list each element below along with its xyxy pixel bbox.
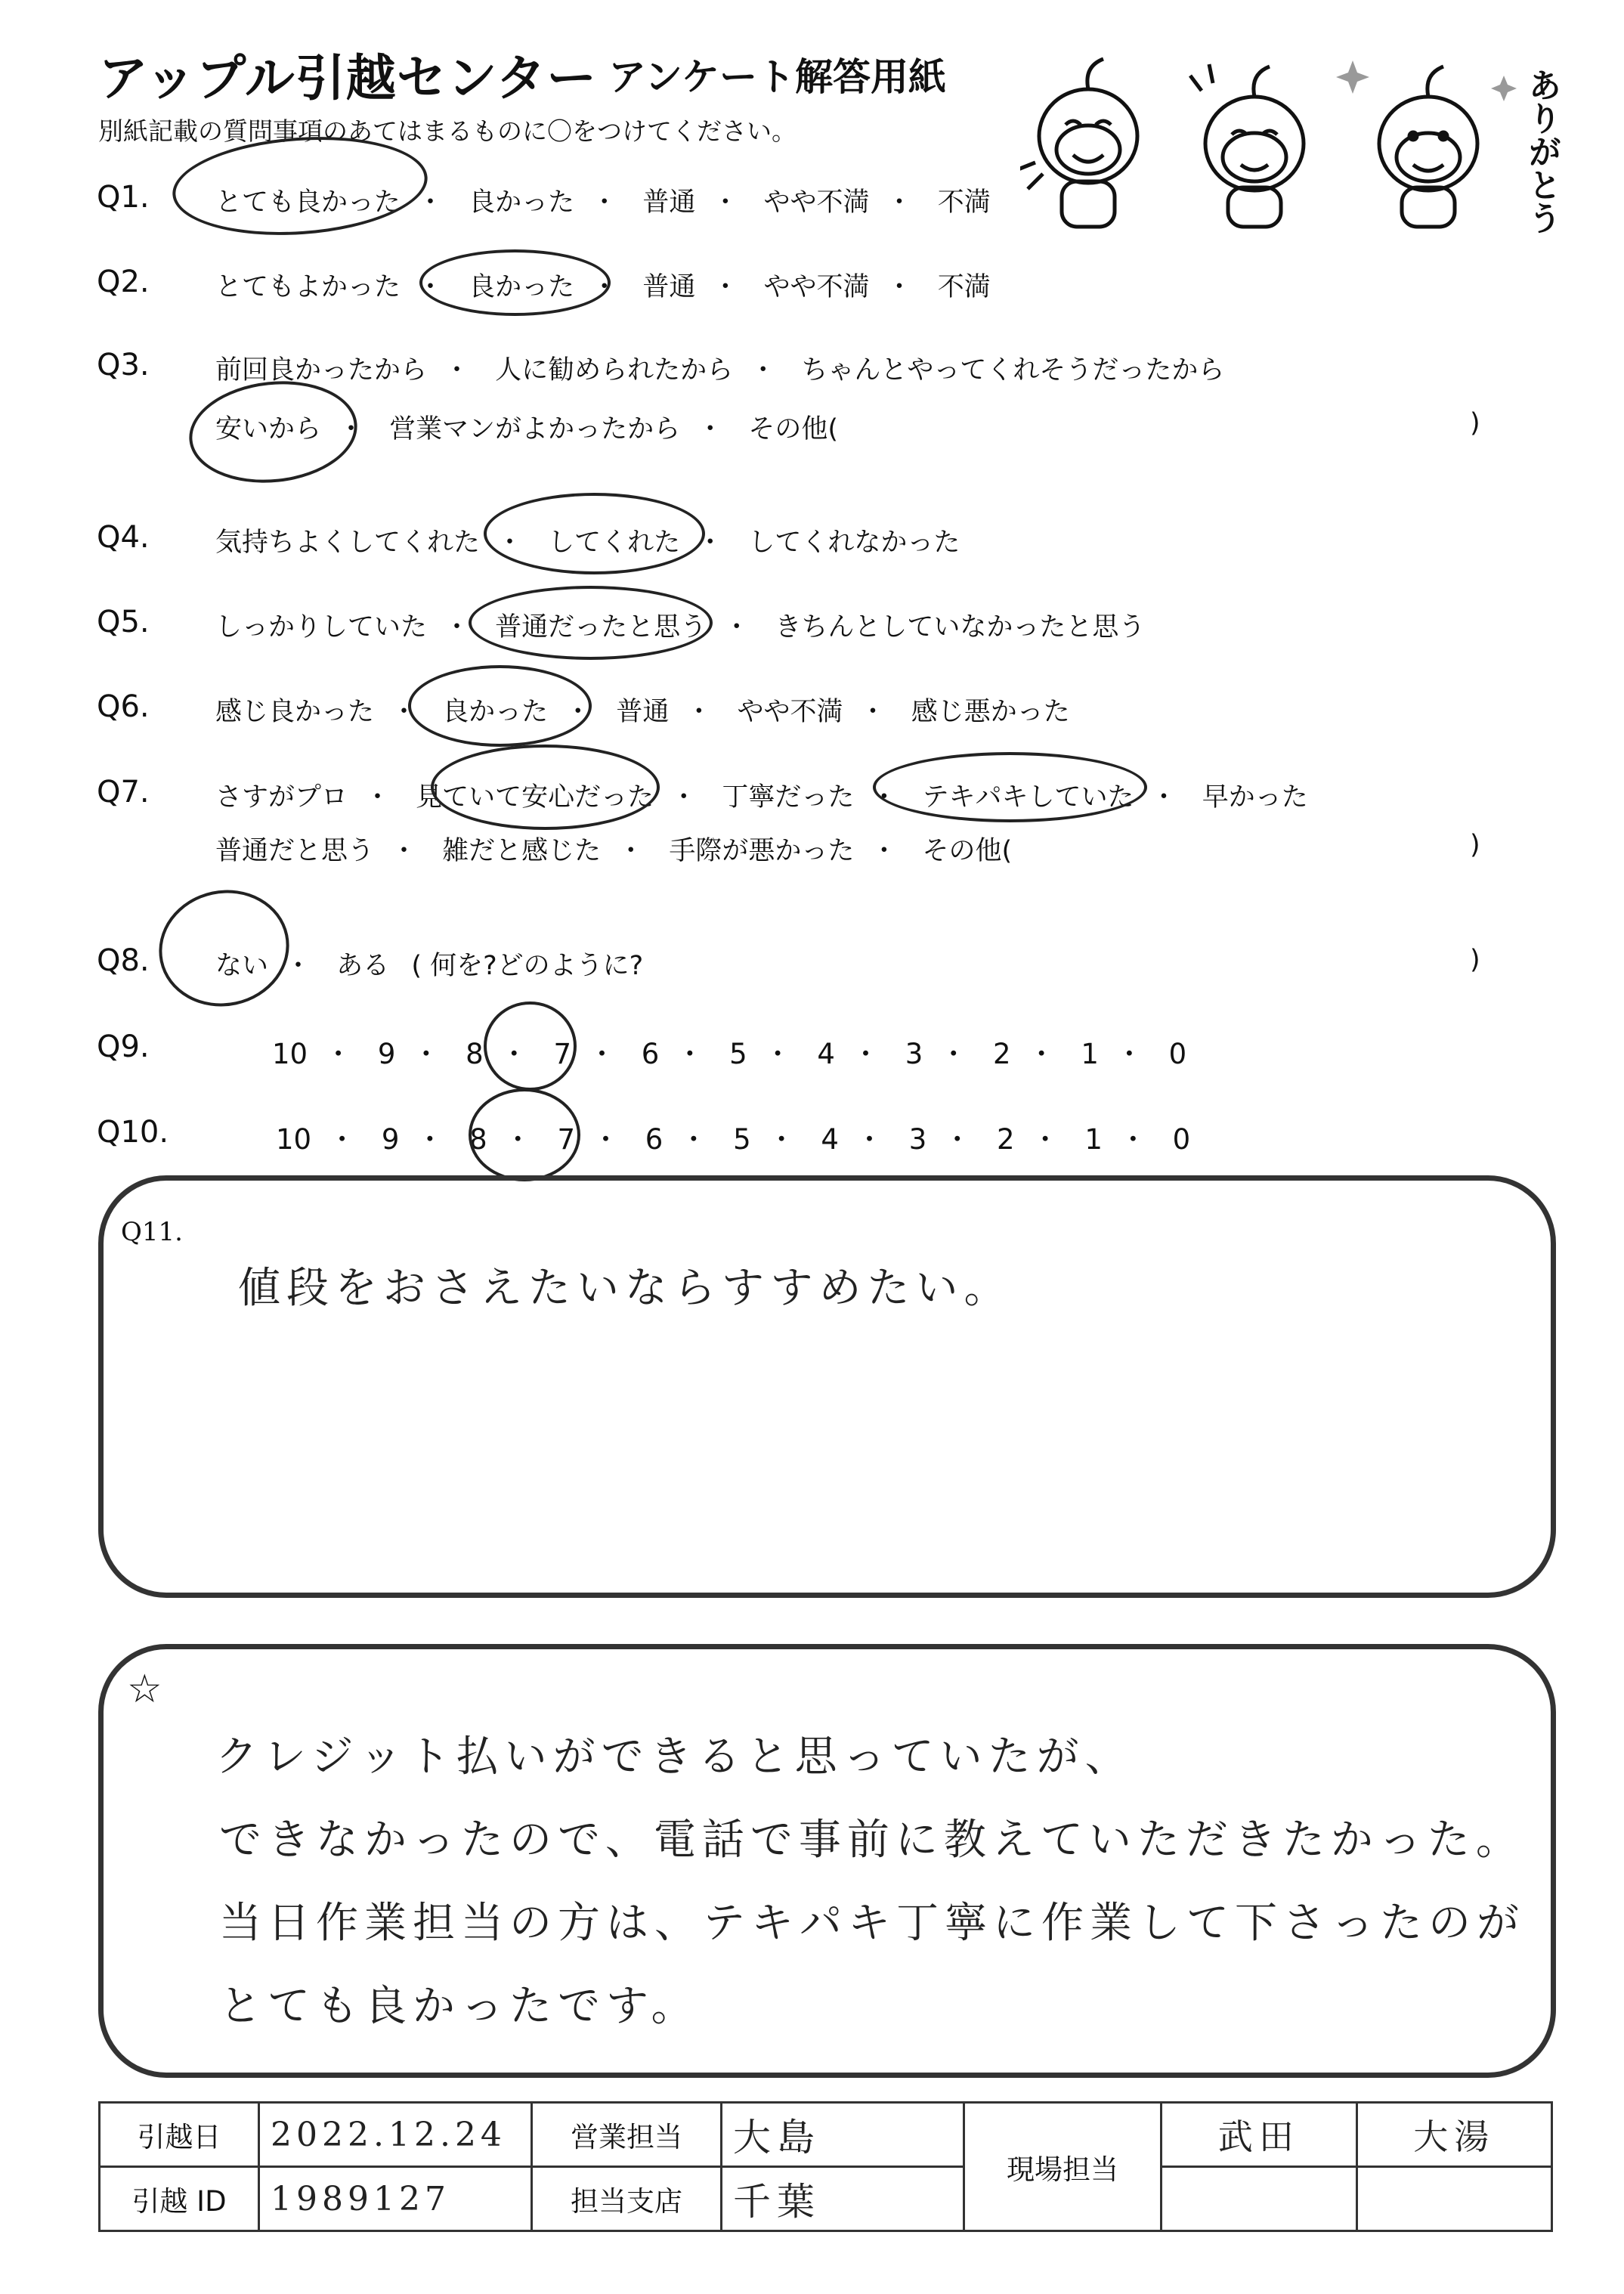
branch-label: 担当支店	[532, 2167, 722, 2231]
q3-option-2[interactable]: 人に勧められたから	[495, 355, 734, 385]
branch-value-text: 千葉	[733, 2180, 821, 2224]
q9-score-1[interactable]: 1	[1081, 1038, 1099, 1070]
q8-options: ない ・ ある ( 何を?どのように?	[215, 945, 643, 983]
comment-line-3: 当日作業担当の方は、テキパキ丁寧に作業して下さったのが	[219, 1899, 1525, 1948]
q10-score-5[interactable]: 5	[733, 1123, 751, 1156]
site-staff-empty-2	[1356, 2167, 1552, 2231]
q9-score-6[interactable]: 6	[641, 1038, 660, 1070]
sales-staff-label: 営業担当	[532, 2103, 722, 2167]
q2-selection-circle	[419, 249, 611, 316]
branch-value[interactable]	[722, 2167, 964, 2231]
q10-label: Q10.	[97, 1115, 169, 1150]
q9-score-4[interactable]: 4	[817, 1038, 835, 1070]
q3-option-6[interactable]: その他(	[748, 414, 838, 444]
q7-selection-circle-2	[873, 752, 1147, 822]
q11-label: Q11.	[121, 1217, 183, 1247]
q2-option-5[interactable]: 不満	[937, 272, 991, 302]
sales-staff-value[interactable]: 大島	[722, 2103, 964, 2167]
q6-option-5[interactable]: 感じ悪かった	[911, 697, 1070, 727]
q1-option-2[interactable]: 良かった	[469, 187, 575, 218]
q6-selection-circle	[408, 665, 592, 747]
form-title: アップル引越センター	[98, 49, 598, 107]
comment-line-2: できなかったので、電話で事前に教えていただきたかった。	[219, 1816, 1524, 1865]
q3-options-line2: 安いから ・ 営業マンがよかったから ・ その他(	[215, 408, 838, 446]
q6-options: 感じ良かった ・ 良かった ・ 普通 ・ やや不満 ・ 感じ悪かった	[215, 691, 1070, 729]
q2-option-3[interactable]: 普通	[642, 272, 696, 302]
instruction-text: 別紙記載の質問事項のあてはまるものに〇をつけてください。	[98, 116, 797, 146]
q9-score-0[interactable]: 0	[1168, 1038, 1187, 1070]
star-icon: ☆	[127, 1667, 162, 1712]
q3-option-1[interactable]: 前回良かったから	[215, 355, 428, 385]
q10-score-10[interactable]: 10	[276, 1123, 312, 1156]
q8-option-2[interactable]: ある	[336, 951, 390, 981]
q1-options: とても良かった ・ 良かった ・ 普通 ・ やや不満 ・ 不満	[215, 181, 991, 219]
q2-option-2[interactable]: 良かった	[469, 272, 575, 302]
q7-option-6[interactable]: 普通だと思う	[215, 836, 375, 866]
q9-score-3[interactable]: 3	[905, 1038, 923, 1070]
q7-label: Q7.	[97, 775, 150, 810]
comment-line-1: クレジット払いができると思っていたが、	[215, 1732, 1134, 1782]
q2-option-1[interactable]: とてもよかった	[215, 272, 401, 302]
q3-option-3[interactable]: ちゃんとやってくれそうだったから	[801, 355, 1225, 385]
q10-score-0[interactable]: 0	[1172, 1123, 1191, 1156]
q3-option-4[interactable]: 安いから	[215, 414, 322, 444]
move-date-label: 引越日	[100, 2103, 259, 2167]
q9-selection-circle	[484, 1001, 577, 1091]
q3-selection-circle	[184, 373, 363, 491]
q11-comment-box[interactable]	[98, 1175, 1556, 1598]
site-staff-label: 現場担当	[964, 2103, 1162, 2231]
site-staff-1[interactable]: 武田	[1162, 2103, 1357, 2167]
q6-option-2[interactable]: 良かった	[442, 697, 549, 727]
q7-option-4[interactable]: テキパキしていた	[922, 782, 1134, 813]
q10-scale: 10 ・ 9 ・ 8 ・ 7 ・ 6 ・ 5 ・ 4 ・ 3 ・ 2 ・ 1 ・ 0	[276, 1123, 1191, 1156]
q2-option-4[interactable]: やや不満	[763, 272, 870, 302]
q5-option-3[interactable]: きちんとしていなかったと思う	[775, 612, 1146, 642]
q4-options: 気持ちよくしてくれた ・ してくれた ・ してくれなかった	[215, 522, 960, 559]
q2-label: Q2.	[97, 265, 150, 299]
q1-option-1[interactable]: とても良かった	[215, 187, 401, 218]
q1-option-4[interactable]: やや不満	[763, 187, 870, 218]
q10-score-4[interactable]: 4	[821, 1123, 839, 1156]
move-id-label: 引越 ID	[100, 2167, 259, 2231]
q8-selection-circle	[148, 878, 300, 1019]
q10-score-9[interactable]: 9	[381, 1123, 400, 1156]
comment-line-4: とても良かったです。	[219, 1982, 700, 2031]
q7-option-3[interactable]: 丁寧だった	[722, 782, 855, 813]
q5-label: Q5.	[97, 605, 150, 639]
q4-selection-circle	[484, 493, 705, 574]
q6-label: Q6.	[97, 689, 150, 724]
q7-option-7[interactable]: 雑だと感じた	[442, 836, 602, 866]
q8-option-1[interactable]: ない	[215, 951, 269, 981]
q11-answer-text: 値段をおさえたいならすすめたい。	[238, 1264, 1013, 1313]
thanks-text: ありがとう	[1522, 68, 1561, 234]
q9-scale: 10 ・ 9 ・ 8 ・ 7 ・ 6 ・ 5 ・ 4 ・ 3 ・ 2 ・ 1 ・ 0	[272, 1038, 1187, 1070]
q8-label: Q8.	[97, 943, 150, 978]
q3-label: Q3.	[97, 348, 150, 382]
q8-detail-prompt: ( 何を?どのように?	[411, 951, 644, 981]
q3-close-paren: )	[1470, 408, 1480, 438]
q9-score-9[interactable]: 9	[377, 1038, 396, 1070]
move-date-value[interactable]: 2022.12.24	[259, 2103, 532, 2167]
q7-option-8[interactable]: 手際が悪かった	[669, 836, 855, 866]
q6-option-1[interactable]: 感じ良かった	[215, 697, 375, 727]
q1-label: Q1.	[97, 180, 150, 215]
q4-option-3[interactable]: してくれなかった	[748, 528, 960, 558]
q4-label: Q4.	[97, 520, 150, 555]
q7-options-line1: さすがプロ ・ 見ていて安心だった ・ 丁寧だった ・ テキパキしていた ・ 早かった	[215, 776, 1308, 814]
q9-score-2[interactable]: 2	[993, 1038, 1011, 1070]
q6-option-4[interactable]: やや不満	[737, 697, 843, 727]
q10-score-7[interactable]: 7	[557, 1123, 576, 1156]
site-staff-empty-1	[1162, 2167, 1357, 2231]
q7-option-5[interactable]: 早かった	[1202, 782, 1308, 813]
q5-selection-circle	[469, 586, 713, 660]
q3-options-line1: 前回良かったから ・ 人に勧められたから ・ ちゃんとやってくれそうだったから	[215, 349, 1224, 387]
q10-score-6[interactable]: 6	[645, 1123, 664, 1156]
q10-score-8[interactable]: 8	[469, 1123, 487, 1156]
q5-option-1[interactable]: しっかりしていた	[215, 612, 428, 642]
q7-option-1[interactable]: さすがプロ	[215, 782, 348, 813]
q10-score-1[interactable]: 1	[1084, 1123, 1103, 1156]
q6-option-3[interactable]: 普通	[616, 697, 670, 727]
q9-score-7[interactable]: 7	[553, 1038, 572, 1070]
q3-option-5[interactable]: 営業マンがよかったから	[389, 414, 681, 444]
q9-score-10[interactable]: 10	[272, 1038, 308, 1070]
q7-selection-circle-1	[431, 745, 660, 830]
move-id-value[interactable]: 1989127	[259, 2167, 532, 2231]
q7-options-line2: 普通だと思う ・ 雑だと感じた ・ 手際が悪かった ・ その他(	[215, 830, 1012, 868]
mascot-illustration	[1020, 30, 1579, 234]
q4-option-1[interactable]: 気持ちよくしてくれた	[215, 528, 481, 558]
q7-close-paren: )	[1470, 830, 1480, 860]
q9-score-8[interactable]: 8	[466, 1038, 484, 1070]
q2-options: とてもよかった ・ 良かった ・ 普通 ・ やや不満 ・ 不満	[215, 266, 991, 304]
q10-score-3[interactable]: 3	[908, 1123, 927, 1156]
q10-selection-circle	[469, 1088, 580, 1181]
q1-option-3[interactable]: 普通	[642, 187, 696, 218]
q8-close-paren: )	[1470, 945, 1480, 975]
q4-option-2[interactable]: してくれた	[548, 528, 681, 558]
q10-score-2[interactable]: 2	[997, 1123, 1015, 1156]
q1-option-5[interactable]: 不満	[937, 187, 991, 218]
footer-info-table	[98, 2101, 1553, 2232]
q7-option-2[interactable]: 見ていて安心だった	[416, 782, 654, 813]
q7-option-9[interactable]: その他(	[922, 836, 1013, 866]
q9-score-5[interactable]: 5	[729, 1038, 747, 1070]
site-staff-2[interactable]: 大湯	[1356, 2103, 1552, 2167]
q5-options: しっかりしていた ・ 普通だったと思う ・ きちんとしていなかったと思う	[215, 606, 1145, 644]
q9-label: Q9.	[97, 1029, 150, 1064]
q5-option-2[interactable]: 普通だったと思う	[495, 612, 707, 642]
form-subtitle: アンケート解答用紙	[608, 55, 946, 99]
